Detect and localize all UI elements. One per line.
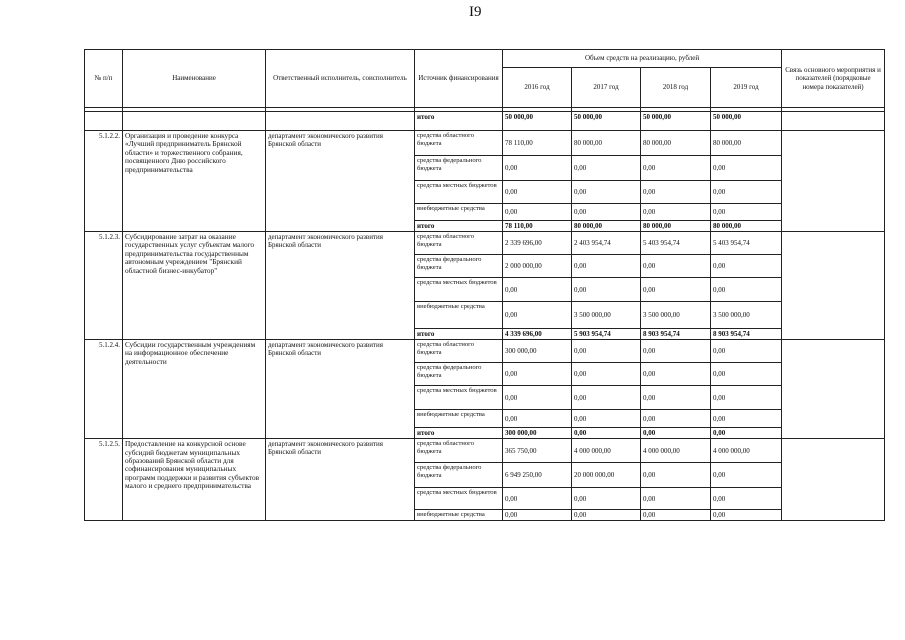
- item-name: Предоставление на конкурсной основе субсидий бюджетам муниципальных образований Брянской области для софинансирования муниципальных программ поддержки и развития субъектов малого и среднего предпринимательства: [123, 439, 266, 521]
- value-cell: 5 403 954,74: [711, 232, 782, 255]
- source-cell: внебюджетные средства: [415, 204, 503, 221]
- value-cell: 0,00: [572, 156, 641, 181]
- value-cell: 0,00: [711, 340, 782, 363]
- value-cell: 0,00: [572, 255, 641, 278]
- value-cell: 0,00: [641, 181, 711, 204]
- value-cell: 4 000 000,00: [711, 439, 782, 463]
- value-cell: 300 000,00: [503, 340, 572, 363]
- header-executor: Ответственный исполнитель, соисполнитель: [266, 50, 415, 108]
- table-row: [85, 112, 885, 131]
- link-cell: [782, 232, 885, 340]
- source-cell: внебюджетные средства: [415, 302, 503, 329]
- value-cell: 0,00: [572, 340, 641, 363]
- value-cell: 0,00: [572, 278, 641, 302]
- value-cell: 0,00: [641, 340, 711, 363]
- source-cell: средства федерального бюджета: [415, 363, 503, 386]
- table-row: [85, 439, 885, 463]
- total-value: 0,00: [572, 428, 641, 439]
- value-cell: 2 339 696,00: [503, 232, 572, 255]
- total-value: 8 903 954,74: [641, 329, 711, 340]
- page-number: I9: [469, 4, 482, 20]
- value-cell: 0,00: [503, 510, 572, 521]
- value-cell: 5 403 954,74: [641, 232, 711, 255]
- value-cell: 0,00: [641, 278, 711, 302]
- source-cell: средства областного бюджета: [415, 131, 503, 156]
- value-cell: 80 000,00: [572, 131, 641, 156]
- value-cell: 0,00: [641, 386, 711, 410]
- value-cell: 78 110,00: [503, 131, 572, 156]
- value-cell: 20 000 000,00: [572, 463, 641, 488]
- item-name: Организация и проведение конкурса «Лучший предприниматель Брянской области» и торжественного собрания, посвященного Дню российского предпринимательства: [123, 131, 266, 232]
- source-cell: внебюджетные средства: [415, 510, 503, 521]
- item-executor: департамент экономического развития Брянской области: [266, 439, 415, 521]
- value-cell: 0,00: [641, 204, 711, 221]
- source-cell: средства местных бюджетов: [415, 278, 503, 302]
- item-code: 5.1.2.3.: [85, 232, 123, 340]
- total-value: 5 903 954,74: [572, 329, 641, 340]
- value-cell: 0,00: [503, 410, 572, 428]
- item-code: 5.1.2.5.: [85, 439, 123, 521]
- value-cell: 0,00: [711, 488, 782, 510]
- total-value: 4 339 696,00: [503, 329, 572, 340]
- value-cell: 0,00: [641, 363, 711, 386]
- value-cell: 0,00: [503, 181, 572, 204]
- value-cell: 0,00: [572, 410, 641, 428]
- value-cell: 4 000 000,00: [572, 439, 641, 463]
- value-cell: 3 500 000,00: [641, 302, 711, 329]
- table-row: [85, 131, 885, 156]
- item-code: 5.1.2.2.: [85, 131, 123, 232]
- item-executor: департамент экономического развития Брянской области: [266, 131, 415, 232]
- value-cell: 3 500 000,00: [572, 302, 641, 329]
- item-name: Субсидирование затрат на оказание государственных услуг субъектам малого предпринимательства государственным автономным учреждением "Брянский областной бизнес-инкубатор": [123, 232, 266, 340]
- table-row: [85, 232, 885, 255]
- source-cell: средства местных бюджетов: [415, 181, 503, 204]
- value-cell: 0,00: [572, 181, 641, 204]
- total-value: 78 110,00: [503, 221, 572, 232]
- link-cell: [782, 439, 885, 521]
- header-year: 2017 год: [572, 68, 641, 108]
- table-row: [85, 340, 885, 363]
- header-year: 2016 год: [503, 68, 572, 108]
- value-cell: 0,00: [503, 156, 572, 181]
- source-cell: средства федерального бюджета: [415, 255, 503, 278]
- total-label: итого: [415, 112, 503, 131]
- total-label: итого: [415, 221, 503, 232]
- value-cell: 0,00: [711, 463, 782, 488]
- total-value: 80 000,00: [711, 221, 782, 232]
- total-value: 50 000,00: [711, 112, 782, 131]
- item-code: 5.1.2.4.: [85, 340, 123, 439]
- value-cell: 0,00: [641, 463, 711, 488]
- budget-table: [84, 49, 885, 521]
- source-cell: средства областного бюджета: [415, 232, 503, 255]
- source-cell: средства федерального бюджета: [415, 156, 503, 181]
- value-cell: 0,00: [503, 302, 572, 329]
- value-cell: 0,00: [711, 386, 782, 410]
- total-label: итого: [415, 428, 503, 439]
- item-executor: департамент экономического развития Брянской области: [266, 232, 415, 340]
- total-value: 80 000,00: [641, 221, 711, 232]
- source-cell: средства федерального бюджета: [415, 463, 503, 488]
- value-cell: 0,00: [572, 363, 641, 386]
- header-year: 2018 год: [641, 68, 711, 108]
- item-name: Субсидии государственным учреждениям на информационное обеспечение деятельности: [123, 340, 266, 439]
- total-value: 0,00: [711, 428, 782, 439]
- value-cell: 0,00: [641, 510, 711, 521]
- item-executor: департамент экономического развития Брянской области: [266, 340, 415, 439]
- total-value: 0,00: [641, 428, 711, 439]
- value-cell: 0,00: [572, 204, 641, 221]
- total-value: 50 000,00: [503, 112, 572, 131]
- value-cell: 0,00: [572, 488, 641, 510]
- value-cell: 0,00: [711, 204, 782, 221]
- source-cell: средства местных бюджетов: [415, 488, 503, 510]
- header-year: 2019 год: [711, 68, 782, 108]
- source-cell: средства областного бюджета: [415, 340, 503, 363]
- value-cell: 2 403 954,74: [572, 232, 641, 255]
- total-value: 50 000,00: [641, 112, 711, 131]
- value-cell: 4 000 000,00: [641, 439, 711, 463]
- value-cell: 0,00: [503, 204, 572, 221]
- value-cell: 0,00: [711, 255, 782, 278]
- header-source: Источник финансирования: [415, 50, 503, 108]
- header-volume: Объем средств на реализацию, рублей: [503, 50, 782, 68]
- value-cell: 6 949 250,00: [503, 463, 572, 488]
- value-cell: 0,00: [641, 156, 711, 181]
- total-value: 8 903 954,74: [711, 329, 782, 340]
- header-name: Наименование: [123, 50, 266, 108]
- total-label: итого: [415, 329, 503, 340]
- value-cell: 0,00: [641, 255, 711, 278]
- value-cell: 3 500 000,00: [711, 302, 782, 329]
- value-cell: 365 750,00: [503, 439, 572, 463]
- total-value: 300 000,00: [503, 428, 572, 439]
- value-cell: 0,00: [503, 386, 572, 410]
- value-cell: 0,00: [503, 278, 572, 302]
- source-cell: средства местных бюджетов: [415, 386, 503, 410]
- total-value: 50 000,00: [572, 112, 641, 131]
- value-cell: 0,00: [711, 510, 782, 521]
- value-cell: 0,00: [711, 363, 782, 386]
- value-cell: 0,00: [641, 410, 711, 428]
- value-cell: 80 000,00: [641, 131, 711, 156]
- source-cell: средства областного бюджета: [415, 439, 503, 463]
- total-value: 80 000,00: [572, 221, 641, 232]
- value-cell: 0,00: [711, 156, 782, 181]
- value-cell: 0,00: [711, 181, 782, 204]
- link-cell: [782, 131, 885, 232]
- link-cell: [782, 340, 885, 439]
- value-cell: 0,00: [711, 278, 782, 302]
- header-link: Связь основного мероприятия и показателей (порядковые номера показателей): [782, 50, 885, 108]
- value-cell: 0,00: [572, 510, 641, 521]
- header-num: № п/п: [85, 50, 123, 108]
- value-cell: 0,00: [711, 410, 782, 428]
- source-cell: внебюджетные средства: [415, 410, 503, 428]
- value-cell: 0,00: [641, 488, 711, 510]
- value-cell: 0,00: [503, 363, 572, 386]
- value-cell: 80 000,00: [711, 131, 782, 156]
- value-cell: 0,00: [503, 488, 572, 510]
- value-cell: 2 000 000,00: [503, 255, 572, 278]
- value-cell: 0,00: [572, 386, 641, 410]
